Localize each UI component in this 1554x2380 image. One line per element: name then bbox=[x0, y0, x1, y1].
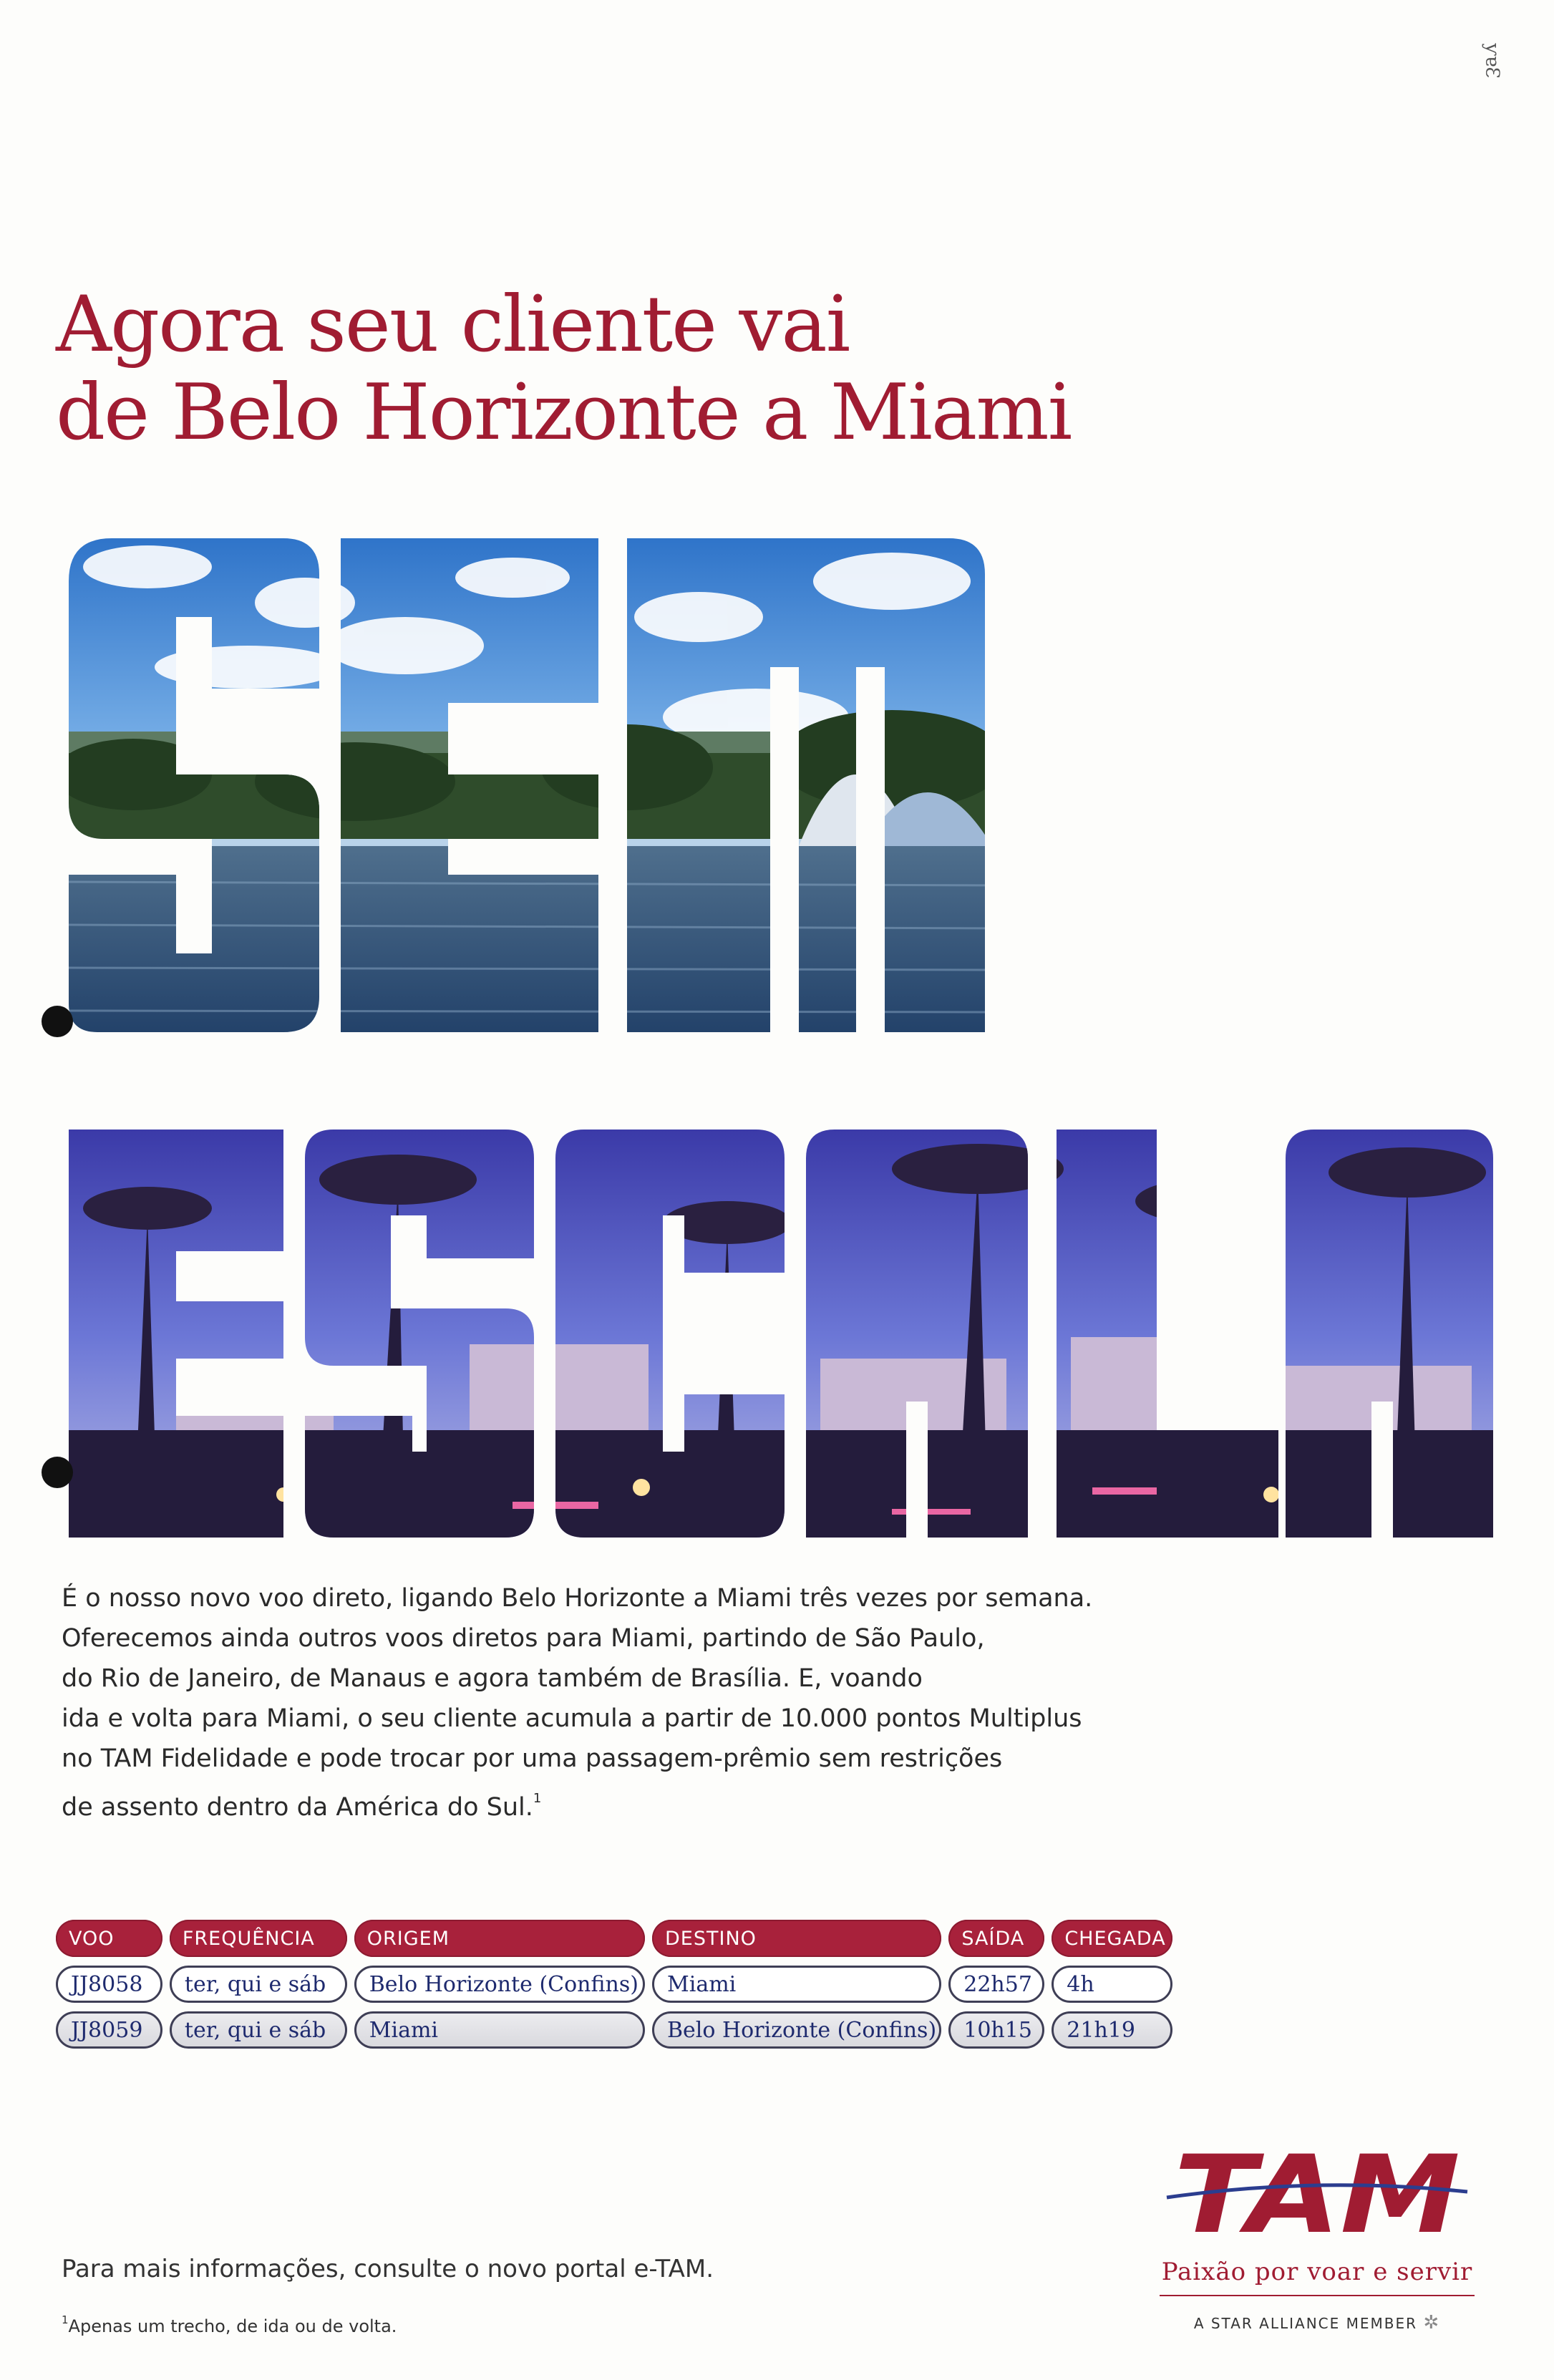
tam-logo bbox=[1160, 2147, 1475, 2248]
header-frequencia: FREQUÊNCIA bbox=[170, 1920, 347, 1957]
cell-chegada: 4h bbox=[1052, 1966, 1172, 2003]
body-line-text: de assento dentro da América do Sul. bbox=[62, 1793, 533, 1822]
body-line-last bbox=[62, 1779, 1078, 1827]
header-destino: DESTINO bbox=[652, 1920, 941, 1957]
body-line: Oferecemos ainda outros voos diretos para Miami, partindo de São Paulo, bbox=[62, 1624, 985, 1653]
cell-destino: Miami bbox=[652, 1966, 941, 2003]
table-row bbox=[56, 1966, 1172, 2003]
body-line: no TAM Fidelidade e pode trocar por uma passagem-prêmio sem restrições bbox=[62, 1744, 1003, 1773]
flights-header-row bbox=[56, 1920, 1172, 1957]
cell-chegada: 21h19 bbox=[1052, 2011, 1172, 2049]
more-info-text: Para mais informações, consulte o novo portal e-TAM. bbox=[62, 2255, 714, 2283]
cell-origem: Miami bbox=[354, 2011, 645, 2049]
footnote bbox=[62, 2313, 397, 2336]
body-line: É o nosso novo voo direto, ligando Belo Horizonte a Miami três vezes por semana. bbox=[62, 1584, 1093, 1613]
headline-line-1: Agora seu cliente vai bbox=[56, 280, 850, 369]
cell-frequencia: ter, qui e sáb bbox=[170, 1966, 347, 2003]
footnote-ref: 1 bbox=[533, 1791, 542, 1806]
cell-saida: 10h15 bbox=[948, 2011, 1044, 2049]
cell-frequencia: ter, qui e sáb bbox=[170, 2011, 347, 2049]
table-row bbox=[56, 2011, 1172, 2049]
cell-destino: Belo Horizonte (Confins) bbox=[652, 2011, 941, 2049]
tagline: Paixão por voar e servir bbox=[1161, 2258, 1473, 2286]
footnote-marker: 1 bbox=[62, 2313, 69, 2326]
bullet-dot-1 bbox=[42, 1006, 73, 1037]
body-line: ida e volta para Miami, o seu cliente acumula a partir de 10.000 pontos Multiplus bbox=[62, 1704, 1082, 1733]
corner-mark: ƴɐƐ bbox=[1481, 43, 1503, 79]
big-word-sem bbox=[69, 538, 999, 1054]
headline-line-2: de Belo Horizonte a Miami bbox=[56, 368, 1072, 458]
header-voo: VOO bbox=[56, 1920, 162, 1957]
star-alliance-badge bbox=[1145, 2312, 1489, 2333]
star-alliance-icon: ✲ bbox=[1423, 2312, 1441, 2333]
cell-origem: Belo Horizonte (Confins) bbox=[354, 1966, 645, 2003]
headline bbox=[56, 281, 1071, 457]
tam-logo-text: TAM bbox=[1174, 2147, 1460, 2248]
cell-voo: JJ8058 bbox=[56, 1966, 162, 2003]
body-copy bbox=[62, 1578, 1093, 1827]
cell-saida: 22h57 bbox=[948, 1966, 1044, 2003]
cell-voo: JJ8059 bbox=[56, 2011, 162, 2049]
alliance-text: A STAR ALLIANCE MEMBER bbox=[1193, 2315, 1418, 2332]
tam-brand-block bbox=[1145, 2147, 1489, 2333]
big-word-escala bbox=[69, 1130, 1493, 1545]
bullet-dot-2 bbox=[42, 1457, 73, 1488]
brand-divider bbox=[1160, 2295, 1475, 2296]
footnote-text: Apenas um trecho, de ida ou de volta. bbox=[68, 2316, 397, 2336]
flights-table bbox=[56, 1920, 1172, 2057]
header-origem: ORIGEM bbox=[354, 1920, 645, 1957]
body-line: do Rio de Janeiro, de Manaus e agora também de Brasília. E, voando bbox=[62, 1664, 923, 1693]
header-saida: SAÍDA bbox=[948, 1920, 1044, 1957]
header-chegada: CHEGADA bbox=[1052, 1920, 1172, 1957]
